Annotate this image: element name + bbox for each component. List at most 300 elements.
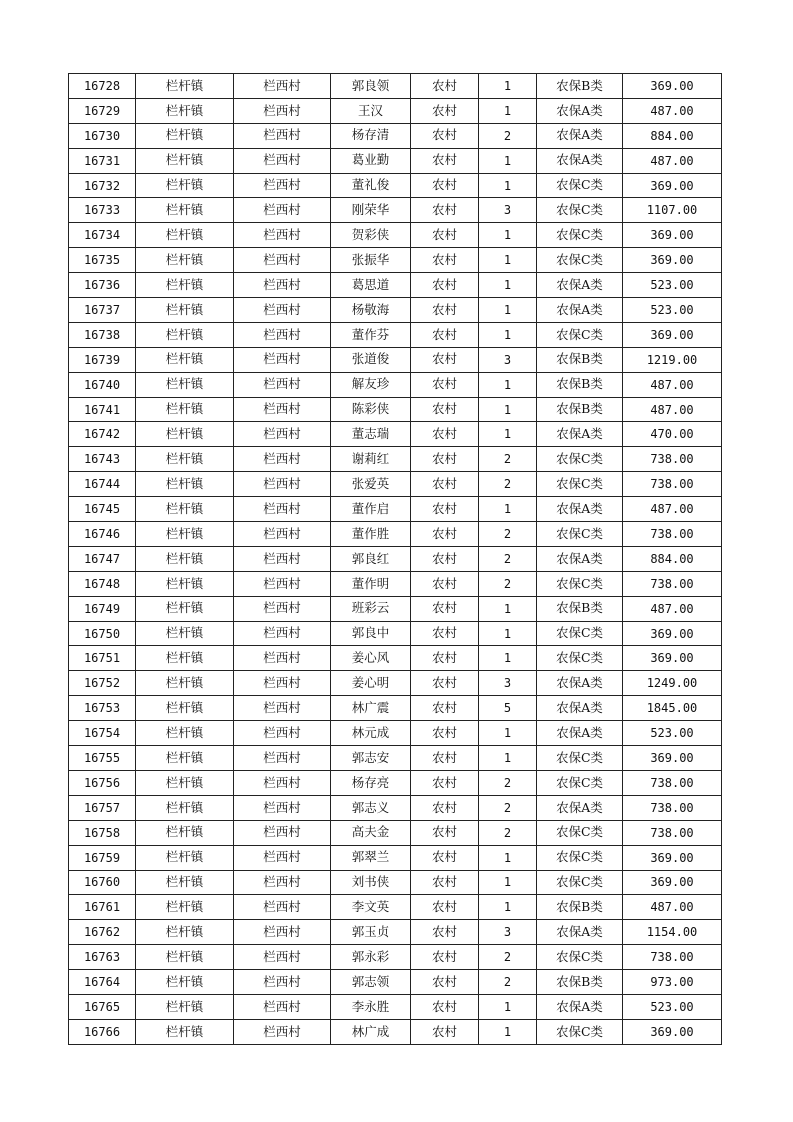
insurance-category-cell: 农保C类	[537, 173, 623, 198]
town-cell: 栏杆镇	[136, 522, 234, 547]
town-cell: 栏杆镇	[136, 795, 234, 820]
row-id-cell: 16730	[69, 123, 136, 148]
row-id-cell: 16731	[69, 148, 136, 173]
amount-cell: 738.00	[623, 472, 722, 497]
person-name-cell: 林广震	[331, 696, 411, 721]
insurance-category-cell: 农保C类	[537, 198, 623, 223]
member-count-cell: 2	[479, 522, 537, 547]
town-cell: 栏杆镇	[136, 920, 234, 945]
person-name-cell: 郭翠兰	[331, 845, 411, 870]
town-cell: 栏杆镇	[136, 173, 234, 198]
row-id-cell: 16751	[69, 646, 136, 671]
town-cell: 栏杆镇	[136, 397, 234, 422]
person-name-cell: 郭良中	[331, 621, 411, 646]
amount-cell: 369.00	[623, 248, 722, 273]
person-name-cell: 姜心风	[331, 646, 411, 671]
town-cell: 栏杆镇	[136, 721, 234, 746]
amount-cell: 487.00	[623, 497, 722, 522]
table-row	[69, 298, 722, 323]
person-name-cell: 张振华	[331, 248, 411, 273]
person-name-cell: 郭良领	[331, 74, 411, 99]
town-cell: 栏杆镇	[136, 497, 234, 522]
member-count-cell: 1	[479, 845, 537, 870]
row-id-cell: 16744	[69, 472, 136, 497]
village-cell: 栏西村	[234, 173, 331, 198]
table-row	[69, 845, 722, 870]
village-cell: 栏西村	[234, 546, 331, 571]
table-row	[69, 123, 722, 148]
village-cell: 栏西村	[234, 322, 331, 347]
row-id-cell: 16752	[69, 671, 136, 696]
member-count-cell: 2	[479, 472, 537, 497]
person-name-cell: 董礼俊	[331, 173, 411, 198]
person-name-cell: 姜心明	[331, 671, 411, 696]
amount-cell: 487.00	[623, 397, 722, 422]
town-cell: 栏杆镇	[136, 372, 234, 397]
row-id-cell: 16742	[69, 422, 136, 447]
town-cell: 栏杆镇	[136, 422, 234, 447]
village-cell: 栏西村	[234, 223, 331, 248]
village-cell: 栏西村	[234, 422, 331, 447]
member-count-cell: 1	[479, 74, 537, 99]
household-type-cell: 农村	[411, 273, 479, 298]
person-name-cell: 贺彩侠	[331, 223, 411, 248]
person-name-cell: 班彩云	[331, 596, 411, 621]
member-count-cell: 2	[479, 945, 537, 970]
insurance-category-cell: 农保A类	[537, 273, 623, 298]
person-name-cell: 杨存亮	[331, 770, 411, 795]
household-type-cell: 农村	[411, 74, 479, 99]
row-id-cell: 16754	[69, 721, 136, 746]
table-row	[69, 994, 722, 1019]
row-id-cell: 16737	[69, 298, 136, 323]
row-id-cell: 16738	[69, 322, 136, 347]
table-row	[69, 422, 722, 447]
row-id-cell: 16748	[69, 571, 136, 596]
person-name-cell: 刘书侠	[331, 870, 411, 895]
household-type-cell: 农村	[411, 347, 479, 372]
insurance-category-cell: 农保A类	[537, 148, 623, 173]
town-cell: 栏杆镇	[136, 322, 234, 347]
person-name-cell: 张爱英	[331, 472, 411, 497]
amount-cell: 884.00	[623, 546, 722, 571]
insurance-category-cell: 农保C类	[537, 770, 623, 795]
insurance-category-cell: 农保C类	[537, 621, 623, 646]
household-type-cell: 农村	[411, 1019, 479, 1044]
village-cell: 栏西村	[234, 497, 331, 522]
village-cell: 栏西村	[234, 746, 331, 771]
village-cell: 栏西村	[234, 994, 331, 1019]
insurance-category-cell: 农保A类	[537, 696, 623, 721]
town-cell: 栏杆镇	[136, 98, 234, 123]
household-type-cell: 农村	[411, 646, 479, 671]
table-row	[69, 472, 722, 497]
town-cell: 栏杆镇	[136, 571, 234, 596]
household-type-cell: 农村	[411, 596, 479, 621]
village-cell: 栏西村	[234, 920, 331, 945]
person-name-cell: 陈彩侠	[331, 397, 411, 422]
member-count-cell: 2	[479, 123, 537, 148]
village-cell: 栏西村	[234, 397, 331, 422]
row-id-cell: 16745	[69, 497, 136, 522]
amount-cell: 738.00	[623, 571, 722, 596]
amount-cell: 369.00	[623, 621, 722, 646]
table-row	[69, 1019, 722, 1044]
amount-cell: 738.00	[623, 770, 722, 795]
village-cell: 栏西村	[234, 372, 331, 397]
row-id-cell: 16757	[69, 795, 136, 820]
town-cell: 栏杆镇	[136, 994, 234, 1019]
amount-cell: 884.00	[623, 123, 722, 148]
insurance-category-cell: 农保C类	[537, 472, 623, 497]
town-cell: 栏杆镇	[136, 298, 234, 323]
member-count-cell: 1	[479, 721, 537, 746]
insurance-category-cell: 农保A类	[537, 497, 623, 522]
member-count-cell: 1	[479, 746, 537, 771]
household-type-cell: 农村	[411, 522, 479, 547]
member-count-cell: 1	[479, 621, 537, 646]
row-id-cell: 16728	[69, 74, 136, 99]
row-id-cell: 16750	[69, 621, 136, 646]
household-type-cell: 农村	[411, 721, 479, 746]
village-cell: 栏西村	[234, 596, 331, 621]
village-cell: 栏西村	[234, 148, 331, 173]
person-name-cell: 郭志义	[331, 795, 411, 820]
amount-cell: 369.00	[623, 746, 722, 771]
member-count-cell: 1	[479, 322, 537, 347]
member-count-cell: 1	[479, 173, 537, 198]
household-type-cell: 农村	[411, 173, 479, 198]
table-row	[69, 522, 722, 547]
member-count-cell: 2	[479, 546, 537, 571]
village-cell: 栏西村	[234, 298, 331, 323]
table-row	[69, 621, 722, 646]
insurance-category-cell: 农保C类	[537, 223, 623, 248]
insurance-category-cell: 农保C类	[537, 646, 623, 671]
village-cell: 栏西村	[234, 621, 331, 646]
table-row	[69, 497, 722, 522]
household-type-cell: 农村	[411, 322, 479, 347]
village-cell: 栏西村	[234, 646, 331, 671]
table-row	[69, 970, 722, 995]
member-count-cell: 3	[479, 671, 537, 696]
table-row	[69, 895, 722, 920]
table-row	[69, 273, 722, 298]
amount-cell: 470.00	[623, 422, 722, 447]
village-cell: 栏西村	[234, 820, 331, 845]
member-count-cell: 2	[479, 447, 537, 472]
village-cell: 栏西村	[234, 447, 331, 472]
amount-cell: 973.00	[623, 970, 722, 995]
person-name-cell: 杨敬海	[331, 298, 411, 323]
town-cell: 栏杆镇	[136, 148, 234, 173]
person-name-cell: 李永胜	[331, 994, 411, 1019]
insurance-category-cell: 农保A类	[537, 994, 623, 1019]
village-cell: 栏西村	[234, 945, 331, 970]
household-type-cell: 农村	[411, 820, 479, 845]
table-row	[69, 870, 722, 895]
insurance-category-cell: 农保C类	[537, 248, 623, 273]
person-name-cell: 董志瑞	[331, 422, 411, 447]
town-cell: 栏杆镇	[136, 945, 234, 970]
table-row	[69, 646, 722, 671]
member-count-cell: 1	[479, 372, 537, 397]
household-type-cell: 农村	[411, 970, 479, 995]
table-row	[69, 596, 722, 621]
household-type-cell: 农村	[411, 795, 479, 820]
table-body	[69, 74, 722, 1045]
amount-cell: 487.00	[623, 372, 722, 397]
row-id-cell: 16753	[69, 696, 136, 721]
row-id-cell: 16733	[69, 198, 136, 223]
table-row	[69, 223, 722, 248]
insurance-category-cell: 农保A类	[537, 671, 623, 696]
table-row	[69, 795, 722, 820]
amount-cell: 523.00	[623, 273, 722, 298]
town-cell: 栏杆镇	[136, 621, 234, 646]
village-cell: 栏西村	[234, 472, 331, 497]
town-cell: 栏杆镇	[136, 870, 234, 895]
person-name-cell: 杨存清	[331, 123, 411, 148]
person-name-cell: 郭良红	[331, 546, 411, 571]
row-id-cell: 16766	[69, 1019, 136, 1044]
person-name-cell: 王汉	[331, 98, 411, 123]
row-id-cell: 16739	[69, 347, 136, 372]
household-type-cell: 农村	[411, 571, 479, 596]
insurance-category-cell: 农保B类	[537, 372, 623, 397]
town-cell: 栏杆镇	[136, 895, 234, 920]
village-cell: 栏西村	[234, 248, 331, 273]
town-cell: 栏杆镇	[136, 223, 234, 248]
amount-cell: 1107.00	[623, 198, 722, 223]
person-name-cell: 刚荣华	[331, 198, 411, 223]
insurance-category-cell: 农保A类	[537, 546, 623, 571]
village-cell: 栏西村	[234, 74, 331, 99]
table-row	[69, 148, 722, 173]
table-row	[69, 746, 722, 771]
member-count-cell: 3	[479, 347, 537, 372]
insurance-category-cell: 农保C类	[537, 820, 623, 845]
household-type-cell: 农村	[411, 123, 479, 148]
town-cell: 栏杆镇	[136, 74, 234, 99]
member-count-cell: 1	[479, 895, 537, 920]
household-type-cell: 农村	[411, 98, 479, 123]
household-type-cell: 农村	[411, 994, 479, 1019]
town-cell: 栏杆镇	[136, 770, 234, 795]
insurance-category-cell: 农保B类	[537, 895, 623, 920]
amount-cell: 523.00	[623, 994, 722, 1019]
table-row	[69, 820, 722, 845]
row-id-cell: 16743	[69, 447, 136, 472]
person-name-cell: 李文英	[331, 895, 411, 920]
table-row	[69, 671, 722, 696]
insurance-category-cell: 农保B类	[537, 596, 623, 621]
insurance-category-cell: 农保A类	[537, 795, 623, 820]
insurance-category-cell: 农保C类	[537, 1019, 623, 1044]
insurance-category-cell: 农保C类	[537, 322, 623, 347]
amount-cell: 738.00	[623, 522, 722, 547]
household-type-cell: 农村	[411, 845, 479, 870]
table-row	[69, 322, 722, 347]
person-name-cell: 郭永彩	[331, 945, 411, 970]
insurance-category-cell: 农保B类	[537, 397, 623, 422]
village-cell: 栏西村	[234, 1019, 331, 1044]
table-row	[69, 198, 722, 223]
table-row	[69, 571, 722, 596]
amount-cell: 369.00	[623, 870, 722, 895]
town-cell: 栏杆镇	[136, 248, 234, 273]
person-name-cell: 张道俊	[331, 347, 411, 372]
table-row	[69, 74, 722, 99]
household-type-cell: 农村	[411, 198, 479, 223]
amount-cell: 369.00	[623, 223, 722, 248]
table-row	[69, 248, 722, 273]
insurance-category-cell: 农保C类	[537, 746, 623, 771]
insurance-category-cell: 农保C类	[537, 945, 623, 970]
table-row	[69, 721, 722, 746]
village-cell: 栏西村	[234, 273, 331, 298]
member-count-cell: 5	[479, 696, 537, 721]
household-type-cell: 农村	[411, 945, 479, 970]
insurance-category-cell: 农保C类	[537, 845, 623, 870]
table-row	[69, 347, 722, 372]
amount-cell: 1154.00	[623, 920, 722, 945]
insurance-category-cell: 农保C类	[537, 870, 623, 895]
household-type-cell: 农村	[411, 895, 479, 920]
member-count-cell: 1	[479, 1019, 537, 1044]
person-name-cell: 董作明	[331, 571, 411, 596]
town-cell: 栏杆镇	[136, 671, 234, 696]
member-count-cell: 3	[479, 920, 537, 945]
table-row	[69, 770, 722, 795]
member-count-cell: 1	[479, 994, 537, 1019]
row-id-cell: 16747	[69, 546, 136, 571]
household-type-cell: 农村	[411, 248, 479, 273]
amount-cell: 738.00	[623, 820, 722, 845]
person-name-cell: 林元成	[331, 721, 411, 746]
town-cell: 栏杆镇	[136, 1019, 234, 1044]
table-row	[69, 920, 722, 945]
row-id-cell: 16741	[69, 397, 136, 422]
member-count-cell: 1	[479, 497, 537, 522]
household-type-cell: 农村	[411, 472, 479, 497]
row-id-cell: 16759	[69, 845, 136, 870]
village-cell: 栏西村	[234, 347, 331, 372]
row-id-cell: 16764	[69, 970, 136, 995]
row-id-cell: 16729	[69, 98, 136, 123]
row-id-cell: 16735	[69, 248, 136, 273]
household-type-cell: 农村	[411, 148, 479, 173]
insurance-category-cell: 农保A类	[537, 920, 623, 945]
person-name-cell: 郭志领	[331, 970, 411, 995]
insurance-category-cell: 农保A类	[537, 422, 623, 447]
person-name-cell: 董作胜	[331, 522, 411, 547]
table-row	[69, 546, 722, 571]
village-cell: 栏西村	[234, 98, 331, 123]
row-id-cell: 16746	[69, 522, 136, 547]
person-name-cell: 郭志安	[331, 746, 411, 771]
member-count-cell: 1	[479, 248, 537, 273]
household-type-cell: 农村	[411, 546, 479, 571]
row-id-cell: 16760	[69, 870, 136, 895]
member-count-cell: 2	[479, 770, 537, 795]
household-type-cell: 农村	[411, 372, 479, 397]
household-type-cell: 农村	[411, 447, 479, 472]
insurance-category-cell: 农保A类	[537, 298, 623, 323]
town-cell: 栏杆镇	[136, 820, 234, 845]
household-type-cell: 农村	[411, 497, 479, 522]
person-name-cell: 郭玉贞	[331, 920, 411, 945]
insurance-category-cell: 农保A类	[537, 98, 623, 123]
member-count-cell: 1	[479, 223, 537, 248]
member-count-cell: 2	[479, 820, 537, 845]
member-count-cell: 1	[479, 273, 537, 298]
household-type-cell: 农村	[411, 298, 479, 323]
row-id-cell: 16755	[69, 746, 136, 771]
household-type-cell: 农村	[411, 223, 479, 248]
row-id-cell: 16736	[69, 273, 136, 298]
village-cell: 栏西村	[234, 895, 331, 920]
village-cell: 栏西村	[234, 870, 331, 895]
household-type-cell: 农村	[411, 920, 479, 945]
amount-cell: 1845.00	[623, 696, 722, 721]
amount-cell: 738.00	[623, 945, 722, 970]
row-id-cell: 16765	[69, 994, 136, 1019]
member-count-cell: 3	[479, 198, 537, 223]
town-cell: 栏杆镇	[136, 646, 234, 671]
table-row	[69, 447, 722, 472]
row-id-cell: 16758	[69, 820, 136, 845]
person-name-cell: 董作启	[331, 497, 411, 522]
village-cell: 栏西村	[234, 770, 331, 795]
household-type-cell: 农村	[411, 696, 479, 721]
town-cell: 栏杆镇	[136, 123, 234, 148]
row-id-cell: 16749	[69, 596, 136, 621]
member-count-cell: 1	[479, 397, 537, 422]
amount-cell: 369.00	[623, 173, 722, 198]
village-cell: 栏西村	[234, 795, 331, 820]
household-type-cell: 农村	[411, 870, 479, 895]
row-id-cell: 16732	[69, 173, 136, 198]
member-count-cell: 2	[479, 571, 537, 596]
amount-cell: 369.00	[623, 74, 722, 99]
household-type-cell: 农村	[411, 621, 479, 646]
member-count-cell: 1	[479, 422, 537, 447]
table-row	[69, 173, 722, 198]
insurance-category-cell: 农保C类	[537, 447, 623, 472]
amount-cell: 1219.00	[623, 347, 722, 372]
town-cell: 栏杆镇	[136, 447, 234, 472]
amount-cell: 487.00	[623, 98, 722, 123]
household-type-cell: 农村	[411, 397, 479, 422]
village-cell: 栏西村	[234, 522, 331, 547]
row-id-cell: 16761	[69, 895, 136, 920]
amount-cell: 487.00	[623, 148, 722, 173]
table-row	[69, 945, 722, 970]
insurance-category-cell: 农保C类	[537, 522, 623, 547]
person-name-cell: 解友珍	[331, 372, 411, 397]
village-cell: 栏西村	[234, 671, 331, 696]
household-type-cell: 农村	[411, 422, 479, 447]
amount-cell: 369.00	[623, 845, 722, 870]
amount-cell: 1249.00	[623, 671, 722, 696]
amount-cell: 487.00	[623, 596, 722, 621]
insurance-category-cell: 农保A类	[537, 123, 623, 148]
member-count-cell: 1	[479, 596, 537, 621]
town-cell: 栏杆镇	[136, 347, 234, 372]
person-name-cell: 葛思道	[331, 273, 411, 298]
row-id-cell: 16762	[69, 920, 136, 945]
